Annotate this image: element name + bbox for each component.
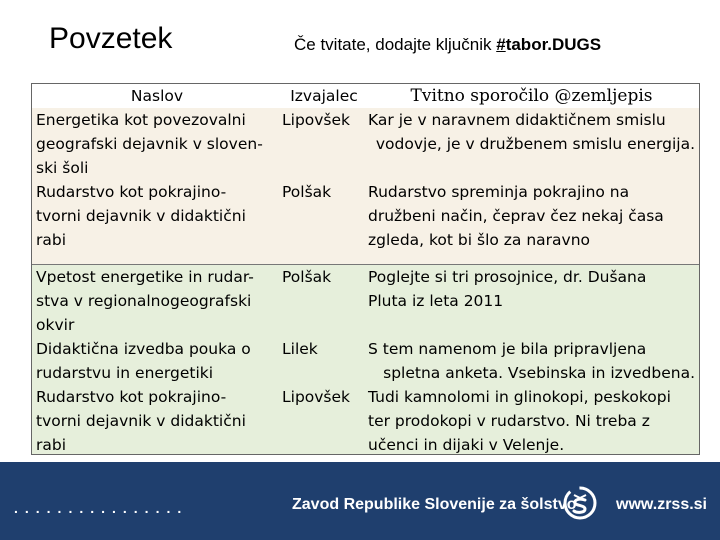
title-cell: [36, 108, 278, 252]
table-cell-line: Tudi kamnolomi in glinokopi, peskokopi: [368, 388, 671, 406]
table-cell-line: tvorni dejavnik v didaktični: [36, 412, 246, 430]
table-header: [32, 84, 699, 108]
tweet-hint-text: Če tvitate, dodajte ključnik: [294, 35, 497, 54]
table-row-group: [32, 265, 699, 454]
column-header-tweet: Tvitno sporočilo @zemljepis: [410, 86, 653, 106]
table-cell-line: Lipovšek: [282, 111, 351, 129]
table-cell-line: [282, 132, 366, 156]
organization-name: Zavod Republike Slovenije za šolstvo: [292, 496, 577, 513]
table-row-group: [32, 108, 699, 265]
presenter-cell: [282, 108, 366, 204]
table-cell-line: Kar je v naravnem didaktičnem smislu: [368, 111, 666, 129]
website-link[interactable]: www.zrss.si: [616, 496, 707, 513]
column-header-presenter: Izvajalec: [290, 87, 358, 105]
table-cell-line: Energetika kot povezovalni: [36, 111, 246, 129]
table-cell-line: Pluta iz leta 2011: [368, 292, 504, 310]
table-cell-line: stva v regionalnogeografski: [36, 292, 252, 310]
table-cell-line: Polšak: [282, 268, 332, 286]
table-cell-line: rabi: [36, 231, 67, 249]
table-cell-line: [368, 156, 695, 180]
table-cell-line: Lilek: [282, 340, 318, 358]
table-cell-line: [282, 361, 366, 385]
hashtag: tabor.DUGS: [505, 35, 602, 54]
table-cell-line: rudarstvu in energetiki: [36, 364, 214, 382]
table-cell-line: tvorni dejavnik v didaktični: [36, 207, 246, 225]
hash-symbol: #: [496, 35, 506, 54]
table-cell-line: zgleda, kot bi šlo za naravno: [368, 231, 591, 249]
footer-bar: [0, 462, 720, 540]
table-cell-line: [282, 289, 366, 313]
page-title: Povzetek: [49, 22, 173, 55]
table-cell-line: [282, 313, 366, 337]
table-cell-line: [282, 156, 366, 180]
table-cell-line: družbeni način, čeprav čez nekaj časa: [368, 207, 664, 225]
table-cell-line: S tem namenom je bila pripravljena: [368, 340, 647, 358]
tweet-cell: [368, 265, 695, 457]
presenter-cell: [282, 265, 366, 409]
table-cell-line: vodovje, je v družbenem smislu energija.: [375, 135, 695, 153]
table-cell-line: Rudarstvo kot pokrajino-: [36, 183, 227, 201]
table-cell-line: učenci in dijaki v Velenje.: [368, 436, 565, 454]
decorative-dots: ................: [14, 500, 189, 516]
table-cell-line: Lipovšek: [282, 388, 351, 406]
table-cell-line: ter prodokopi v rudarstvo. Ni treba z: [368, 412, 650, 430]
table-cell-line: Poglejte si tri prosojnice, dr. Dušana: [368, 268, 647, 286]
table-cell-line: Didaktična izvedba pouka o: [36, 340, 251, 358]
table-cell-line: Rudarstvo kot pokrajino-: [36, 388, 227, 406]
tweet-cell: [368, 108, 695, 252]
table-cell-line: Polšak: [282, 183, 332, 201]
tweet-hint: [294, 35, 601, 55]
zrss-logo-icon: [562, 485, 598, 521]
table-cell-line: Rudarstvo spreminja pokrajino na: [368, 183, 630, 201]
summary-table: [31, 83, 700, 455]
table-cell-line: ski šoli: [36, 159, 89, 177]
column-header-title: Naslov: [130, 87, 184, 105]
table-cell-line: okvir: [36, 316, 75, 334]
table-cell-line: rabi: [36, 436, 67, 454]
table-cell-line: geografski dejavnik v sloven-: [36, 135, 263, 153]
title-cell: [36, 265, 278, 457]
table-cell-line: spletna anketa. Vsebinska in izvedbena.: [383, 364, 695, 382]
table-cell-line: Vpetost energetike in rudar-: [36, 268, 254, 286]
table-cell-line: [368, 313, 695, 337]
